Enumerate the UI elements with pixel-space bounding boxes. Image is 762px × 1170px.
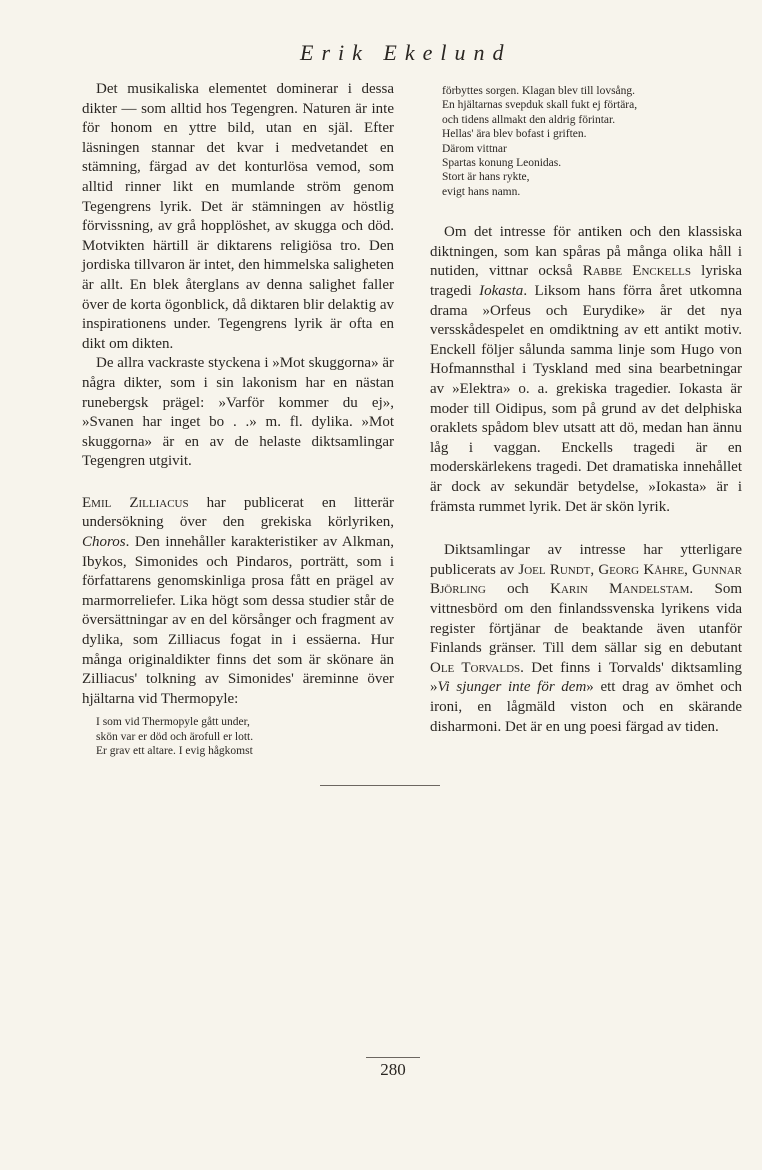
paragraph-text: lyriska tragedi xyxy=(430,263,742,300)
verse-line: Er grav ett altare. I evig hågkomst xyxy=(96,745,253,758)
paragraph-diktsamlingar: Diktsamlingar av intresse har ytterligare publicerats av Joel Rundt, Georg Kåhre, Gunnar Björling och Karin Mandelstam. Som vittnesbörd om den finlandssvenska lyrikens vida register förtjänar de beaktande även utanför Finlands gränser. Till dem sällar sig en debutant Ole Torvalds. Det finns i Torvalds' diktsamling »Vi sjunger inte för dem» ett drag av ömhet och ironi, en lågmäld viston och en skärande disharmoni. Det är en ung poesi färgad av tiden. xyxy=(430,542,743,735)
book-title-vi-sjunger: Vi sjunger inte för dem xyxy=(437,679,587,696)
paragraph-zilliacus xyxy=(82,494,394,710)
author-name-bjorling: Gunnar Björling xyxy=(430,561,743,598)
paragraph-mot-skuggorna: De allra vackraste styckena i »Mot skuggorna» är några dikter, som i sin lakonism har en nästan runebergsk prägel: »Varför kommer du ej», »Svanen har inget bo . .» m. fl. dylika. »Mot skuggorna» är en av de helaste diktsamlingar Tegengren utgivit. xyxy=(82,355,394,470)
verse-line: Stort är hans rykte, xyxy=(442,171,530,184)
author-name-zilliacus: Emil Zilliacus xyxy=(82,494,189,511)
author-name-torvalds: Ole Torvalds xyxy=(430,659,521,676)
paragraph-enckell-iokasta xyxy=(430,223,742,517)
verse-thermopyle-part2 xyxy=(430,84,742,199)
verse-line: Hellas' ära blev bofast i griften. xyxy=(442,128,587,141)
verse-line: förbyttes sorgen. Klagan blev till lovsång. xyxy=(442,85,636,97)
verse-line: evigt hans namn. xyxy=(442,185,521,198)
paragraph-text: . Den innehåller karakteristiker av Alkman, Ibykos, Simonides och Pindaros, porträtt, som i författarens genomskinliga prosa fått en prägel av marmorreliefer. Lika högt som dessa studier står de översättningar av en del körsånger och fragment av dylika, som Zilliacus fogat in i essäerna. Hur många originaldikter finns det som är skönare än Zilliacus' tolkning av Simonides' äreminne över hjältarna vid Thermopyle: xyxy=(82,534,394,707)
verse-line: Därom vittnar xyxy=(442,142,507,155)
page-number: 280 xyxy=(366,1057,420,1080)
paragraph-text: Om det intresse för antiken och den klassiska diktningen, som kan spåras på många olika håll i nutiden, vittnar också xyxy=(430,224,742,280)
verse-line: En hjältarnas svepduk skall fukt ej förtära, xyxy=(442,99,638,112)
running-head: Erik Ekelund xyxy=(300,40,512,65)
author-name-kahre: Georg Kåhre xyxy=(598,561,685,578)
paragraph-text: . Det finns i Torvalds' diktsamling » xyxy=(430,659,742,696)
right-column xyxy=(430,84,742,737)
paragraph-text: . Liksom hans förra året utkomna drama »Orfeus och Eurydike» är det nya versskådespelet en omdiktning av ett antikt motiv. Enckell följer sålunda samma linje som Hugo von Hofmannsthal i Tyskland med sina bearbetningar av »Elektra» o. a. grekiska tragedier. Iokasta är moder till Oidipus, som på grund av det delphiska oraklets spådom blev utsatt att dö, medan han ännu låg i vaggan. Enckells tragedi är en moderskärlekens tragedi. Det dramatiska innehållet är dock av sekundär betydelse, »Iokasta» är i främsta rummet lyrik. Det är skön lyrik. xyxy=(430,283,742,515)
paragraph-tegengren-music: Det musikaliska elementet dominerar i dessa dikter — som alltid hos Tegengren. Naturen är inte för honom en yttre bild, utan en själ. Efter läsningen stannar det kvar i medvetandet en stämning, färgad av det konturlösa vemod, som alltid rinner likt en mumlande ström genom Tegengrens lyrik. Det är stämningen av höstlig förvissning, av grå hopplöshet, av skugga och död. Motvikten härtill är diktarens religiösa tro. Den jordiska tillvaron är intet, den himmelska saligheten är allt. En blek återglans av denna salighet faller över de korta ögonblick, då diktaren blir delaktig av inspirationens under. Tegengrens lyrik är ofta en dikt om dikten. xyxy=(82,81,395,352)
verse-line: skön var er död och ärofull er lott. xyxy=(96,730,254,743)
verse-line: I som vid Thermopyle gått under, xyxy=(96,716,250,729)
paragraph-text: . Som vittnesbörd om den finlandssvenska lyrikens vida register förtjänar de beaktande även utanför Finlands gränser. Till dem sällar sig en debutant xyxy=(430,581,742,657)
paragraph-text: » ett drag av ömhet och ironi, en lågmäld viston och en skärande disharmoni. Det är en ung poesi färgad av tiden. xyxy=(430,679,742,735)
verse-thermopyle-part1 xyxy=(82,715,394,758)
paragraph-text: har publicerat en litterär undersökning över den grekiska körlyriken, xyxy=(82,494,394,531)
author-name-enckell: Rabbe Enckells xyxy=(582,263,691,280)
book-title-choros: Choros xyxy=(82,534,126,551)
book-title-iokasta: Iokasta xyxy=(479,283,524,300)
author-name-rundt: Joel Rundt xyxy=(518,561,591,578)
author-name-mandelstam: Karin Mandelstam xyxy=(550,581,690,598)
verse-line: och tidens allmakt den aldrig förintar. xyxy=(442,113,616,126)
verse-line: Spartas konung Leonidas. xyxy=(442,157,562,170)
paragraph-text: Diktsamlingar av intresse har ytterligare publicerats av xyxy=(430,542,742,578)
left-column xyxy=(82,80,394,759)
section-divider xyxy=(320,785,440,786)
